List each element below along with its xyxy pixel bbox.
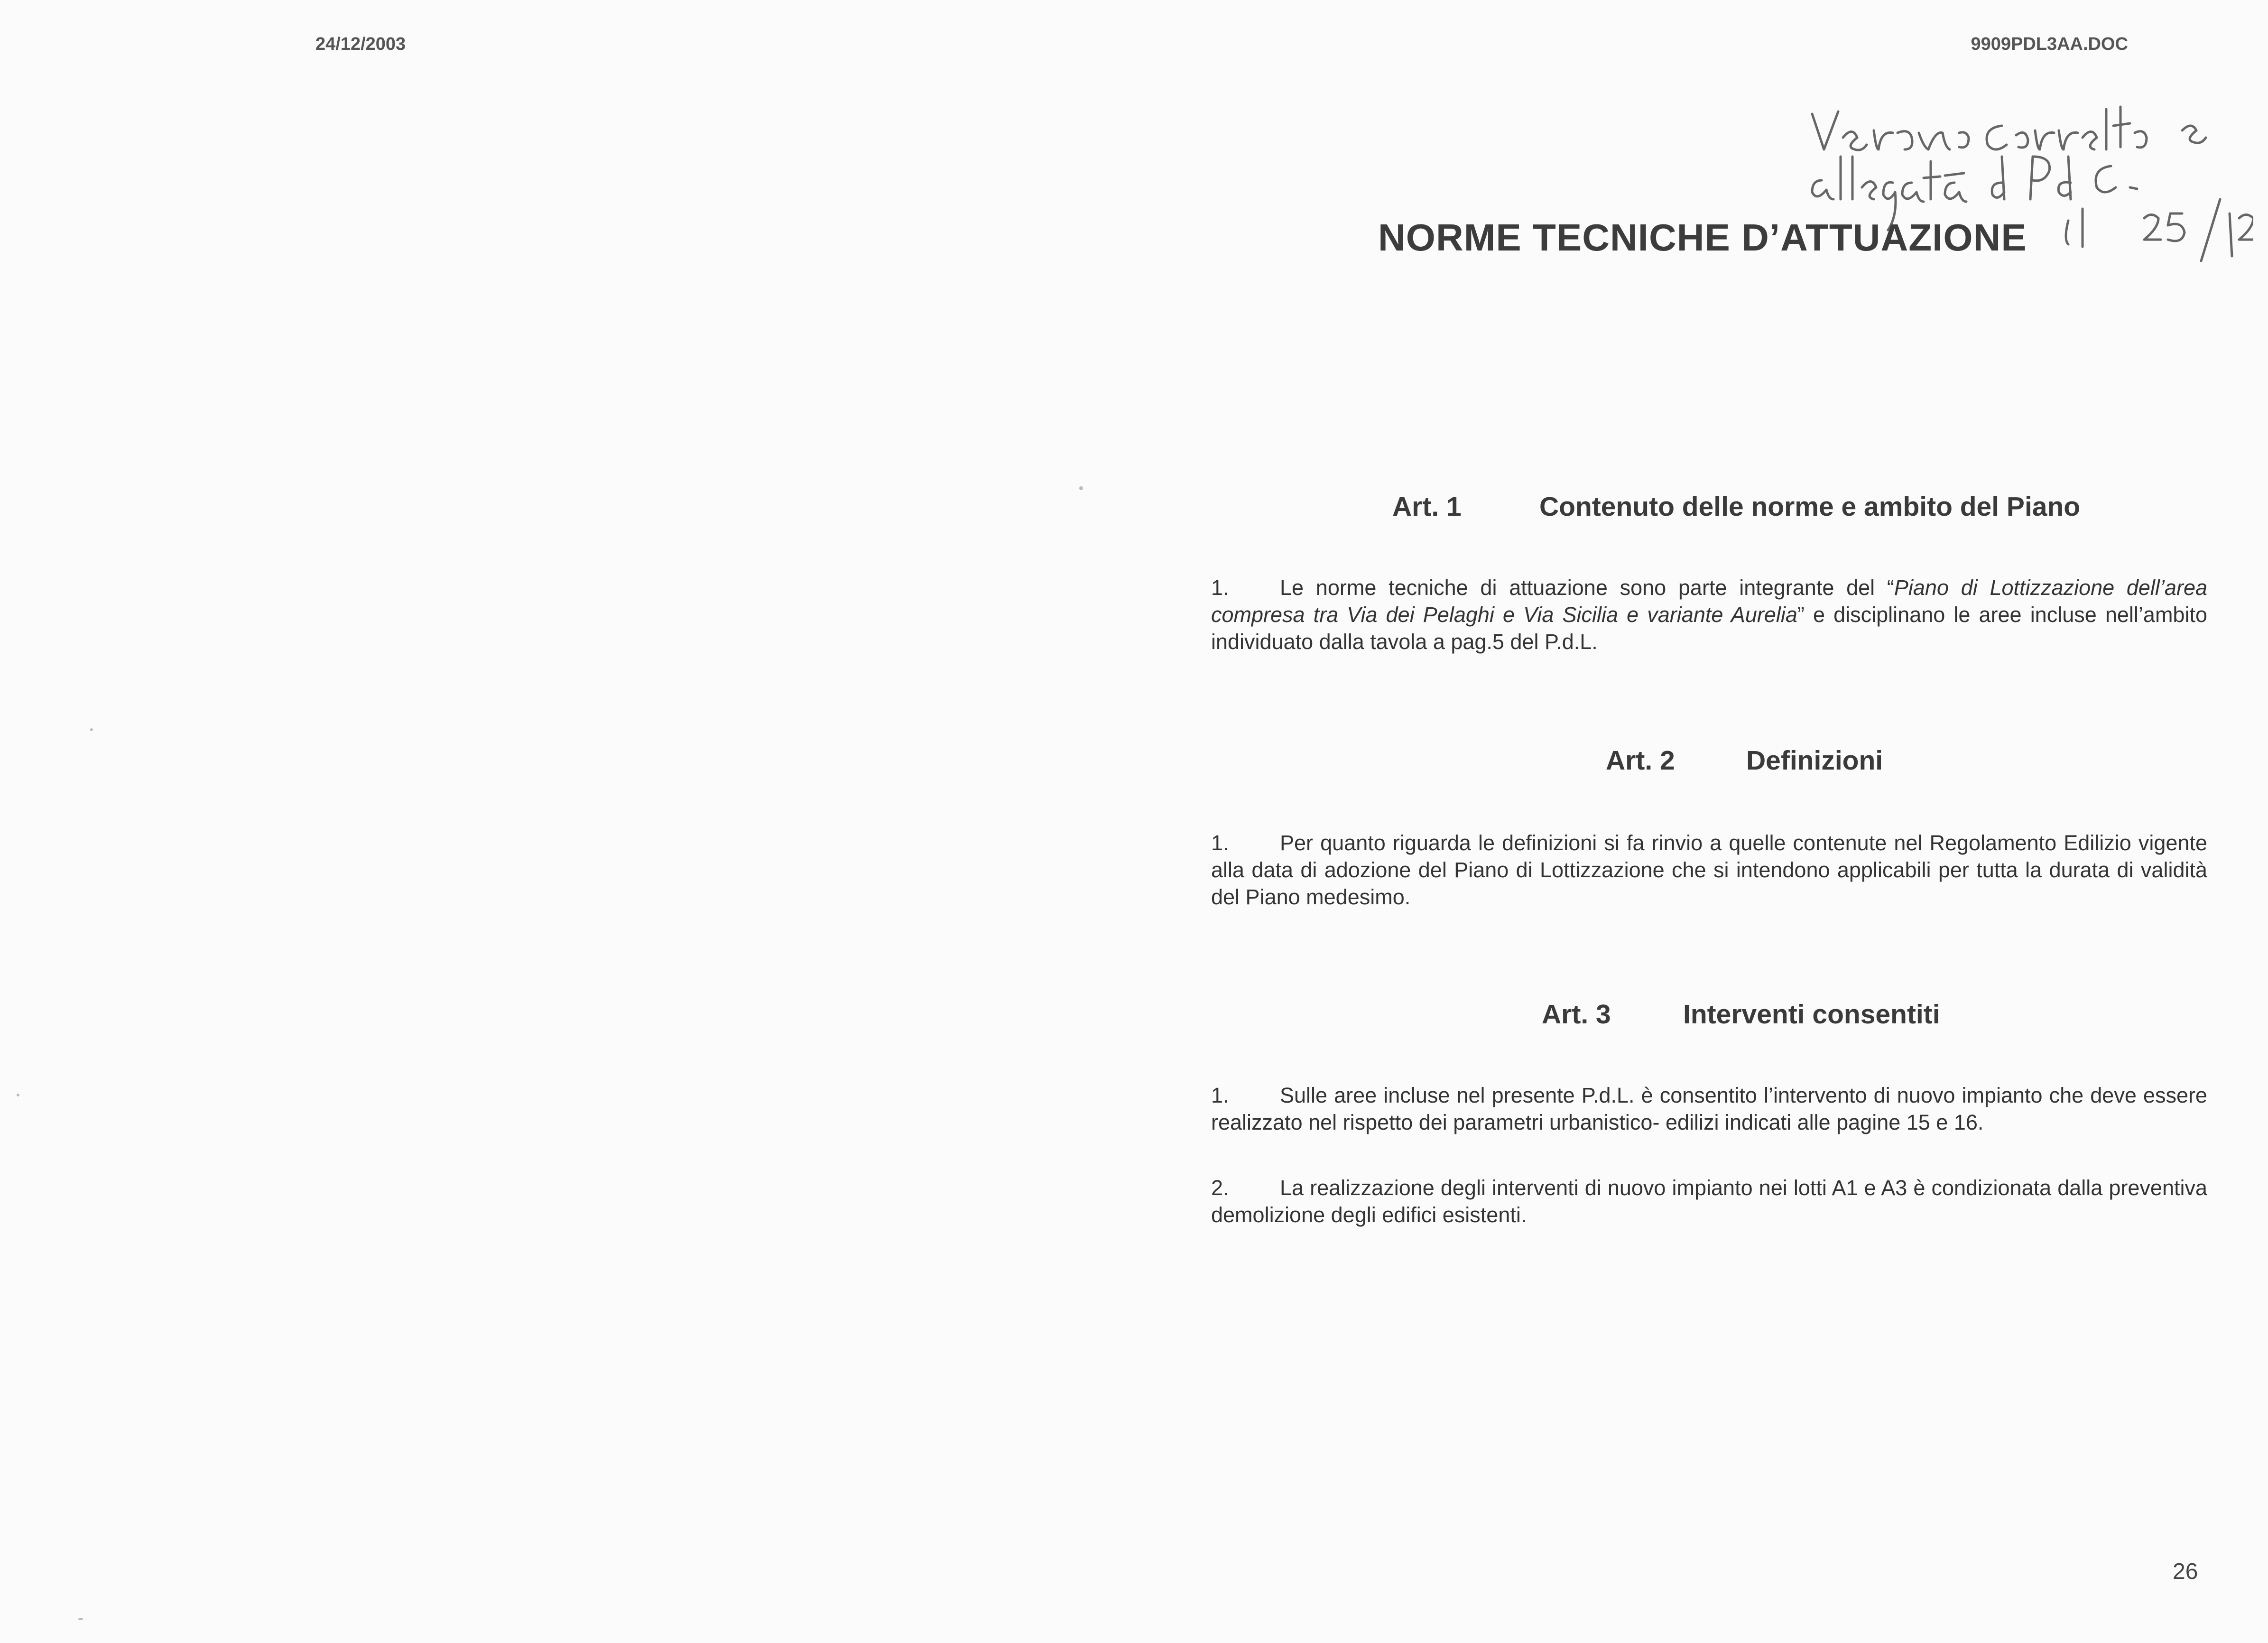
scan-speck [17, 1094, 19, 1096]
paragraph-text: Le norme tecniche di attuazione sono parte integrante del “ [1280, 576, 1894, 600]
article-2-number: Art. 2 [1606, 745, 1675, 776]
article-2-paragraph-1 [1211, 829, 2207, 910]
paragraph-text: La realizzazione degli interventi di nuovo impianto nei lotti A1 e A3 è condizionata dalla preventiva demolizione degli edifici esistenti. [1211, 1176, 2207, 1227]
article-3-heading [1542, 999, 1940, 1030]
paragraph-italic-text: Piano di Lottizzazione dell’area compresa tra Via dei Pelaghi e Via Sicilia e variante Aurelia [1211, 576, 2207, 627]
paragraph-number: 1. [1211, 576, 1229, 600]
article-3-paragraph-1 [1211, 1082, 2207, 1136]
paragraph-number: 2. [1211, 1176, 1229, 1200]
document-title: NORME TECNICHE D’ATTUAZIONE [1378, 216, 2027, 259]
article-1-title: Contenuto delle norme e ambito del Piano [1539, 492, 2081, 522]
header-date: 24/12/2003 [315, 34, 406, 54]
article-2-heading [1606, 745, 1883, 776]
article-3-number: Art. 3 [1542, 999, 1611, 1030]
scan-speck [90, 728, 93, 731]
article-2-title: Definizioni [1746, 745, 1883, 776]
scan-speck [1079, 486, 1083, 490]
article-1-heading [1392, 491, 2080, 522]
article-3-title: Interventi consentiti [1683, 999, 1940, 1030]
paragraph-number: 1. [1211, 831, 1229, 855]
header-file-name: 9909PDL3AA.DOC [1971, 34, 2128, 54]
article-3-paragraph-2 [1211, 1174, 2207, 1228]
scan-speck [78, 1618, 83, 1620]
paragraph-text: Sulle aree incluse nel presente P.d.L. è consentito l’intervento di nuovo impianto che deve essere realizzato nel rispetto dei parametri urbanistico- edilizi indicati alle pagine 15 e 16. [1211, 1083, 2207, 1134]
article-1-paragraph-1 [1211, 574, 2207, 655]
article-1-number: Art. 1 [1392, 492, 1462, 522]
paragraph-number: 1. [1211, 1083, 1229, 1107]
paragraph-text: Per quanto riguarda le definizioni si fa rinvio a quelle contenute nel Regolamento Edilizio vigente alla data di adozione del Piano di Lottizzazione che si intendono applicabili per tutta la durata di validità del Piano medesimo. [1211, 831, 2207, 909]
paragraph-text-continued: ” e disciplinano le aree incluse nell’ambito individuato dalla tavola a pag.5 del P.d.L. [1211, 603, 2207, 654]
page-number: 26 [2173, 1559, 2198, 1584]
